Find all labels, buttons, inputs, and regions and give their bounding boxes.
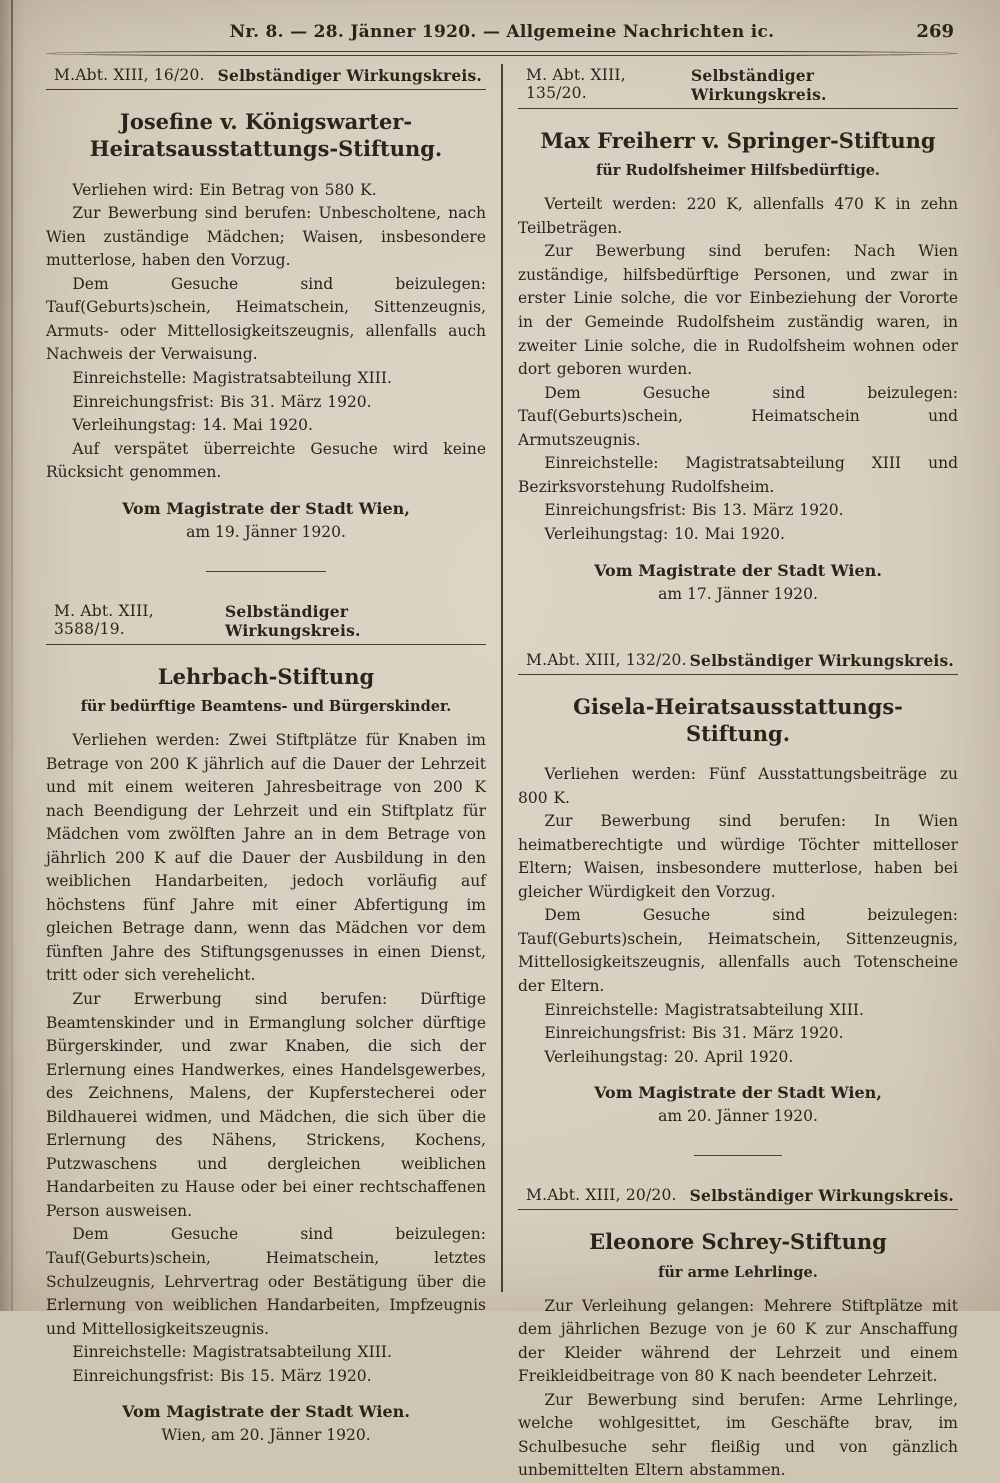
paragraph: Einreichungsfrist: Bis 15. März 1920. <box>72 1366 372 1385</box>
article-springer-stiftung <box>518 64 958 603</box>
article-subtitle: für bedürftige Beamtens- und Bürgerskinder. <box>80 698 452 715</box>
file-reference: M. Abt. XIII, 135/20. <box>526 66 626 102</box>
paragraph: Auf verspätet überreichte Gesuche wird keine Rücksicht genommen. <box>46 439 486 482</box>
paragraph: Verliehen werden: Zwei Stiftplätze für Knaben im Betrage von 200 K jährlich auf die Dauer der Lehrzeit und mit einem weiteren Jahresbeitrage von 200 K nach Beendigung der Lehrzeit und ein Stiftplatz für Mädchen vom zwölften Jahre an in dem Betrage von jährlich 200 K auf die Dauer der Ausbildung in den weiblichen Handarbeiten, jedoch vorläufig auf höchstens fünf Jahre mit einer Abfertigung im gleichen Betrage dann, wenn das Mädchen vor dem fünften Jahre des Stiftungsgenusses in einen Dienst, tritt oder sich verehelicht. <box>46 731 486 985</box>
two-column-layout <box>46 64 958 1480</box>
article-gisela-stiftung <box>518 649 958 1126</box>
paragraph: Dem Gesuche sind beizulegen: Tauf(Geburts)schein, Heimatschein, Sittenzeugnis, Mittellosigkeitszeugnis, allenfalls auch Totenscheine der Eltern. <box>518 906 958 996</box>
paragraph: Dem Gesuche sind beizulegen: Tauf(Geburts)schein, Heimatschein, letztes Schulzeugnis, Lehrvertrag oder Bestätigung über die Erlernung von weiblichen Handarbeiten, Impfzeugnis und Mittellosigkeitszeugnis. <box>46 1225 486 1338</box>
file-reference: M.Abt. XIII, 16/20. <box>54 66 205 84</box>
jurisdiction-label: Selbständiger Wirkungskreis. <box>690 66 827 104</box>
signature-date: am 17. Jänner 1920. <box>658 584 818 603</box>
article-title: Lehrbach-Stiftung <box>157 663 375 689</box>
paragraph: Zur Bewerbung sind berufen: In Wien heimatberechtigte und würdige Töchter mittelloser Eltern; Waisen, insbesondere mutterlose, haben bei gleicher Würdigkeit den Vorzug. <box>518 812 958 901</box>
signature-date: am 20. Jänner 1920. <box>658 1107 818 1126</box>
signature-line: Vom Magistrate der Stadt Wien, <box>594 1083 882 1103</box>
signature-date: Wien, am 20. Jänner 1920. <box>161 1426 371 1445</box>
jurisdiction-label: Selbständiger Wirkungskreis. <box>217 66 482 85</box>
section-header-row <box>518 649 958 675</box>
paragraph: Einreichstelle: Magistratsabteilung XIII und Bezirksvorstehung Rudolfsheim. <box>518 454 958 496</box>
article-subtitle: für arme Lehrlinge. <box>658 1263 818 1281</box>
paragraph: Einreichstelle: Magistratsabteilung XIII. <box>544 1000 864 1019</box>
paragraph: Einreichungsfrist: Bis 13. März 1920. <box>544 501 844 520</box>
header-double-rule <box>46 51 958 56</box>
paragraph: Zur Verleihung gelangen: Mehrere Stiftplätze mit dem jährlichen Bezuge von je 60 K zur Anschaffung der Kleider während der Lehrzeit und einem Freikleidbeitrage von 80 K nach beendeter Lehrzeit. <box>518 1296 958 1386</box>
scan-edge-artifact <box>11 0 13 1311</box>
paragraph: Verliehen wird: Ein Betrag von 580 K. <box>72 180 377 199</box>
paragraph: Verteilt werden: 220 K, allenfalls 470 K in zehn Teilbeträgen. <box>518 195 958 237</box>
article-eleonore-schrey-stiftung <box>518 1184 958 1483</box>
right-column <box>503 64 958 1480</box>
issue-line: Nr. 8. — 28. Jänner 1920. — Allgemeine Nachrichten ic. <box>229 22 775 42</box>
signature-date: am 19. Jänner 1920. <box>186 522 346 541</box>
page-header <box>46 16 958 48</box>
section-header-row <box>518 64 958 109</box>
paragraph: Einreichungsfrist: Bis 31. März 1920. <box>544 1024 844 1043</box>
section-header-row <box>46 64 486 90</box>
file-reference: M.Abt. XIII, 132/20. <box>526 650 687 669</box>
paragraph: Zur Bewerbung sind berufen: Nach Wien zuständige, hilfsbedürftige Personen, und zwar in erster Linie solche, die vor Einbeziehung der Vororte in der Gemeinde Rudolfsheim zuständig waren, in zweiter Linie solche, die in Rudolfsheim wohnen oder dort geboren wurden. <box>518 242 958 379</box>
jurisdiction-label: Selbständiger Wirkungskreis. <box>689 650 954 670</box>
article-title: Max Freiherr v. Springer-Stiftung <box>540 128 936 153</box>
article-lehrbach-stiftung <box>46 600 486 1445</box>
page-number: 269 <box>916 21 954 42</box>
file-reference: M.Abt. XIII, 20/20. <box>526 1186 677 1205</box>
signature-line: Vom Magistrate der Stadt Wien. <box>122 1402 410 1422</box>
paragraph: Verleihungstag: 14. Mai 1920. <box>72 416 313 435</box>
paragraph: Zur Bewerbung sind berufen: Arme Lehrlinge, welche wohlgesittet, im Geschäfte brav, im Schulbesuche sehr fleißig und von gänzlich unbemittelten Eltern abstammen. <box>518 1390 958 1480</box>
section-gap <box>518 603 958 649</box>
paragraph: Verliehen werden: Fünf Ausstattungsbeiträge zu 800 K. <box>518 765 958 807</box>
paragraph: Zur Erwerbung sind berufen: Dürftige Beamtenskinder und in Ermanglung solcher dürftige Bürgerskinder, und zwar Knaben, die sich der Erlernung eines Handwerkes, eines Handelsgewerbes, des Zeichnens, Malens, der Kupferstecherei oder Bildhauerei widmen, und Mädchen, die sich über die Erlernung des Nähens, Strickens, Kochens, Putzwaschens und dergleichen weiblichen Handarbeiten zu Hause oder bei einer rechtschaffenen Person ausweisen. <box>46 990 486 1220</box>
paragraph: Zur Bewerbung sind berufen: Unbescholtene, nach Wien zuständige Mädchen; Waisen, insbesondere mutterlose, haben den Vorzug. <box>46 204 486 270</box>
paragraph: Einreichstelle: Magistratsabteilung XIII. <box>72 368 392 387</box>
paragraph: Dem Gesuche sind beizulegen: Tauf(Geburts)schein, Heimatschein, Sittenzeugnis, Armuts- oder Mittellosigkeitszeugnis, allenfalls auch Nachweis der Verwaisung. <box>46 274 486 364</box>
signature-line: Vom Magistrate der Stadt Wien. <box>594 560 882 580</box>
left-column <box>46 64 501 1445</box>
article-josefine-koenigswarter-stiftung <box>46 64 486 541</box>
file-reference: M. Abt. XIII, 3588/19. <box>54 601 154 638</box>
section-divider <box>206 571 326 572</box>
article-title: Eleonore Schrey-Stiftung <box>589 1229 887 1255</box>
jurisdiction-label: Selbständiger Wirkungskreis. <box>225 601 361 640</box>
section-header-row <box>518 1184 958 1210</box>
article-title: Josefine v. Königswarter-Heiratsausstattungs-Stiftung. <box>89 109 443 162</box>
paragraph: Verleihungstag: 20. April 1920. <box>544 1047 794 1066</box>
section-header-row <box>46 600 486 645</box>
paragraph: Einreichstelle: Magistratsabteilung XIII. <box>72 1343 392 1362</box>
section-divider <box>694 1155 782 1156</box>
paragraph: Einreichungsfrist: Bis 31. März 1920. <box>72 392 372 411</box>
jurisdiction-label: Selbständiger Wirkungskreis. <box>689 1186 954 1206</box>
paragraph: Verleihungstag: 10. Mai 1920. <box>544 524 785 543</box>
signature-line: Vom Magistrate der Stadt Wien, <box>122 498 410 518</box>
article-title: Gisela-Heiratsausstattungs-Stiftung. <box>573 693 903 746</box>
paragraph: Dem Gesuche sind beizulegen: Tauf(Geburts)schein, Heimatschein und Armutszeugnis. <box>518 383 958 449</box>
article-subtitle: für Rudolfsheimer Hilfsbedürftige. <box>596 162 880 180</box>
